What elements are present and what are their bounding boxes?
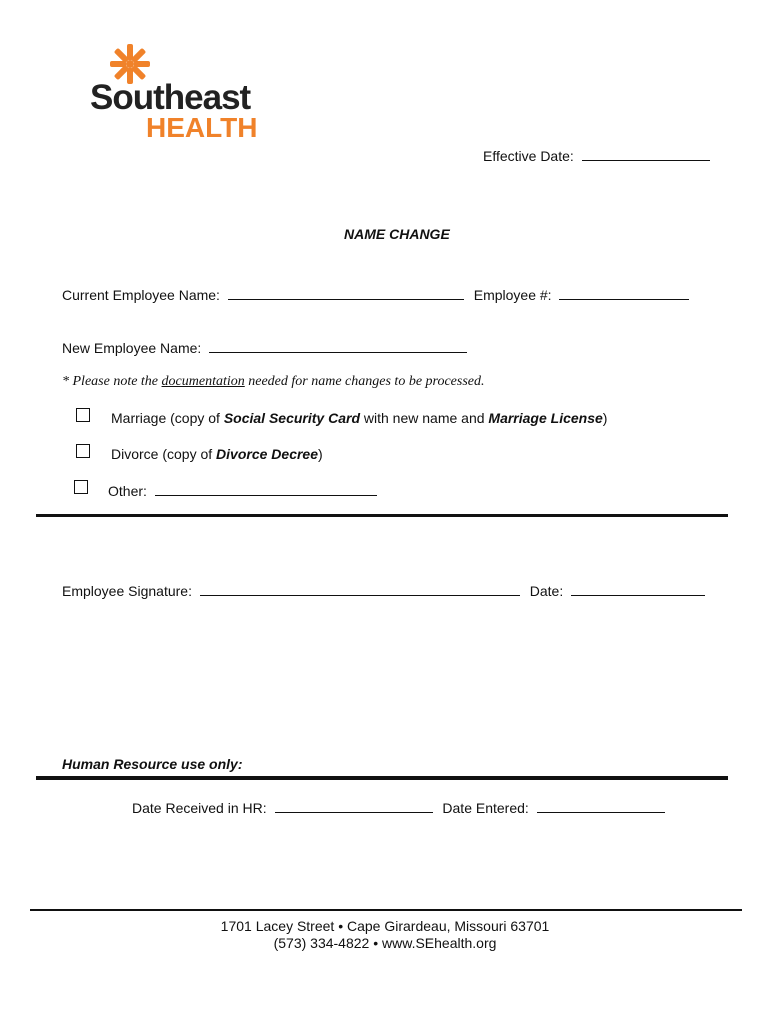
logo-line-2: HEALTH <box>146 112 258 143</box>
date-entered-label: Date Entered: <box>442 800 529 816</box>
marriage-text-license: Marriage License <box>488 410 603 426</box>
divorce-text-decree: Divorce Decree <box>216 446 318 462</box>
logo <box>90 42 260 142</box>
signature-date-label: Date: <box>529 583 564 599</box>
hr-divider <box>36 776 728 780</box>
new-name-field <box>62 338 467 356</box>
new-name-label: New Employee Name: <box>62 340 202 356</box>
note-documentation-word: documentation <box>161 374 245 389</box>
other-option-field <box>108 481 377 499</box>
divorce-text-1: Divorce (copy of <box>111 446 217 462</box>
employee-number-label: Employee #: <box>473 287 552 303</box>
marriage-option-label <box>111 410 607 426</box>
employee-number-input[interactable] <box>559 285 689 300</box>
new-name-input[interactable] <box>209 338 467 353</box>
current-name-input[interactable] <box>228 285 464 300</box>
page-title: NAME CHANGE <box>344 226 450 242</box>
note-suffix: needed for name changes to be processed. <box>244 374 485 389</box>
note-prefix: * Please note the <box>62 374 162 389</box>
effective-date-field <box>483 146 710 164</box>
divorce-text-2: ) <box>318 446 323 462</box>
hr-dates-field <box>132 798 665 816</box>
signature-input[interactable] <box>200 581 520 596</box>
footer-contact: (573) 334-4822 • www.SEhealth.org <box>273 935 497 951</box>
signature-field <box>62 581 705 599</box>
marriage-text-1: Marriage (copy of <box>111 410 224 426</box>
divorce-checkbox[interactable] <box>76 444 90 458</box>
other-input[interactable] <box>155 481 377 496</box>
logo-line-1: Southeast <box>90 78 251 117</box>
marriage-checkbox[interactable] <box>76 408 90 422</box>
date-entered-input[interactable] <box>537 798 665 813</box>
marriage-text-2: with new name and <box>360 410 489 426</box>
signature-label: Employee Signature: <box>62 583 192 599</box>
section-divider <box>36 514 728 517</box>
effective-date-input[interactable] <box>582 146 710 161</box>
effective-date-label: Effective Date: <box>483 148 574 164</box>
divorce-option-label <box>111 446 323 462</box>
date-received-label: Date Received in HR: <box>132 800 267 816</box>
current-name-label: Current Employee Name: <box>62 287 220 303</box>
other-checkbox[interactable] <box>74 480 88 494</box>
hr-heading: Human Resource use only: <box>62 756 243 772</box>
signature-date-input[interactable] <box>571 581 705 596</box>
other-label: Other: <box>108 483 147 499</box>
footer-divider <box>30 909 742 911</box>
documentation-note <box>62 374 485 390</box>
date-received-input[interactable] <box>275 798 433 813</box>
current-name-field <box>62 285 689 303</box>
marriage-text-3: ) <box>602 410 608 426</box>
footer-address: 1701 Lacey Street • Cape Girardeau, Missouri 63701 <box>220 918 550 934</box>
marriage-text-ssc: Social Security Card <box>223 410 360 426</box>
